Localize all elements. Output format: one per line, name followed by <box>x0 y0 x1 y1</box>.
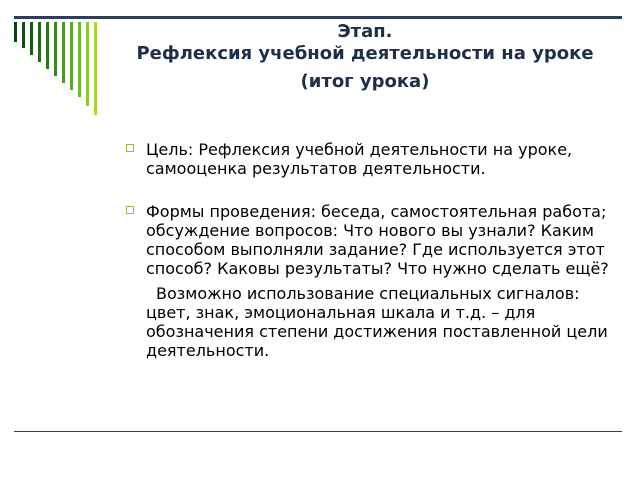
decorative-stripes <box>14 22 114 122</box>
title-line-3: (итог урока) <box>300 71 430 92</box>
stripe-1 <box>14 22 17 42</box>
stripe-5 <box>46 22 49 69</box>
signals-note: Возможно использование специальных сигналов: цвет, знак, эмоциональная шкала и т.д. – для обозначения степени достижения поставленной цели деятельности. <box>146 284 608 360</box>
slide-title <box>110 21 620 93</box>
top-rule <box>14 16 622 19</box>
stripe-2 <box>22 22 25 48</box>
square-bullet-icon <box>126 206 134 214</box>
title-line-2: Рефлексия учебной деятельности на уроке <box>136 43 594 64</box>
stripe-11 <box>94 22 97 115</box>
bullet-goal <box>126 140 618 178</box>
bullet-forms <box>126 202 618 278</box>
title-line-1: Этап. <box>337 21 393 42</box>
stripe-7 <box>62 22 65 83</box>
stripe-6 <box>54 22 57 76</box>
bottom-rule <box>14 431 622 432</box>
stripe-8 <box>70 22 73 90</box>
stripe-4 <box>38 22 41 62</box>
bullet-forms-text: Формы проведения: беседа, самостоятельная работа; обсуждение вопросов: Что нового вы узнали? Каким способом выполняли задание? Где используется этот способ? Каковы результаты? Что нужно сделать ещё? <box>146 202 609 278</box>
stripe-10 <box>86 22 89 106</box>
square-bullet-icon <box>126 144 134 152</box>
stripe-3 <box>30 22 33 55</box>
bullet-goal-text: Цель: Рефлексия учебной деятельности на уроке, самооценка результатов деятельности. <box>146 140 573 178</box>
slide-content <box>126 140 618 360</box>
stripe-9 <box>78 22 81 97</box>
